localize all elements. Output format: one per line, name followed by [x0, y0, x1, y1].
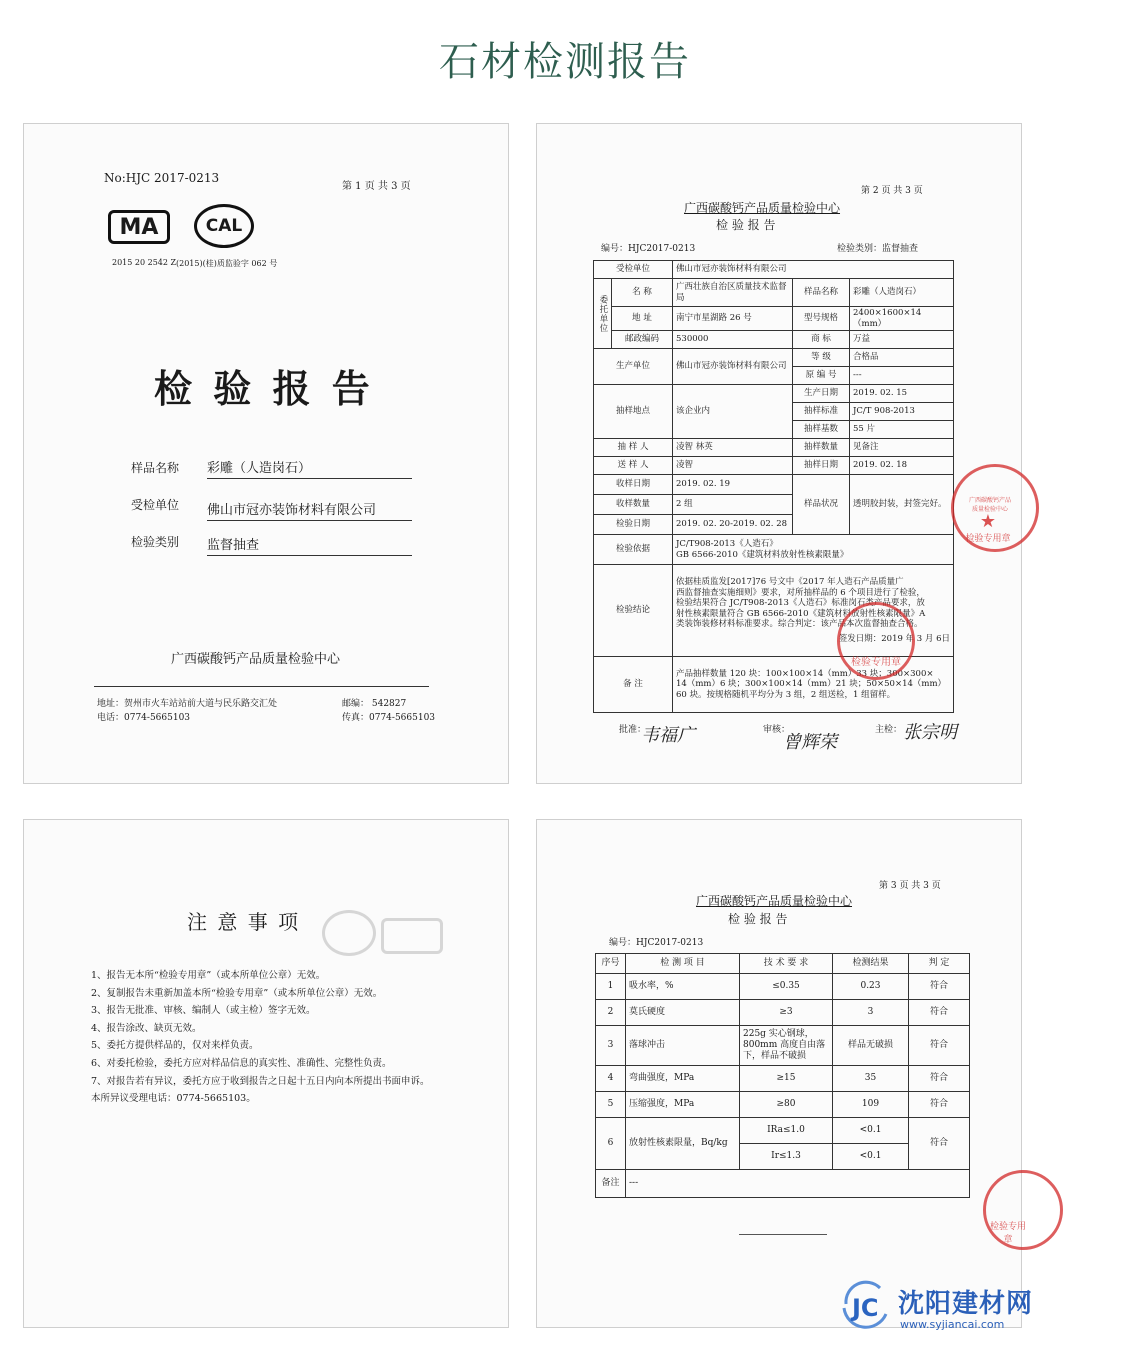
- sender-label: 送 样 人: [594, 457, 673, 475]
- test-date-value: 2019. 02. 20-2019. 02. 28: [673, 515, 793, 535]
- row-req: ≥3: [740, 1000, 833, 1026]
- header-result: 检测结果: [833, 954, 909, 974]
- row-no: 4: [596, 1066, 626, 1092]
- qty-value: 见备注: [850, 439, 954, 457]
- prod-date-label: 生产日期: [793, 385, 850, 403]
- row-req: Ir≤1.3: [740, 1144, 833, 1170]
- orig-no-value: ---: [850, 367, 954, 385]
- conclusion-line: 西监督抽查实施细则》要求，对所抽样品的 6 个项目进行了检验，: [676, 587, 925, 598]
- row-judge: 符合: [909, 1092, 970, 1118]
- std-label: 抽样标准: [793, 403, 850, 421]
- license-number: (2015)(桂)质监验字 062 号: [176, 259, 278, 268]
- row-item: 压缩强度，MPa: [626, 1092, 740, 1118]
- cert-number: 2015 20 2542 Z: [112, 258, 177, 267]
- approve-signature: 韦福广: [641, 725, 695, 746]
- row-judge: 符合: [909, 1066, 970, 1092]
- report-number: No:HJC 2017-0213: [104, 171, 220, 185]
- brand-label: 商 标: [793, 331, 850, 349]
- sdate-value: 2019. 02. 18: [850, 457, 954, 475]
- row-no: 2: [596, 1000, 626, 1026]
- conclusion-line: 依据桂质监发[2017]76 号文中《2017 年人造石产品质量广: [676, 576, 904, 587]
- notice-page: [23, 819, 509, 1328]
- mirrored-mark: [322, 910, 376, 956]
- model-value: 2400×1600×14（mm）: [850, 307, 954, 331]
- sample-name-value: 彩雕（人造岗石）: [207, 457, 412, 479]
- table-row: [596, 1000, 970, 1026]
- sampler-label: 抽 样 人: [594, 439, 673, 457]
- conclusion-label: 检验结论: [594, 565, 673, 657]
- notice-item: 4、报告涂改、缺页无效。: [91, 1022, 202, 1034]
- footer-divider: [94, 686, 429, 687]
- chief-signature: 张宗明: [903, 722, 957, 743]
- row-req: ≥80: [740, 1092, 833, 1118]
- row-judge: 符合: [909, 1118, 970, 1170]
- prod-date-value: 2019. 02. 15: [850, 385, 954, 403]
- base-label: 抽样基数: [793, 421, 850, 439]
- recv-qty-value: 2 组: [673, 495, 793, 515]
- sampler-value: 凌智 林英: [673, 439, 793, 457]
- client-value: 佛山市冠亦装饰材料有限公司: [207, 499, 412, 521]
- report-heading: 检 验 报 告: [716, 218, 776, 232]
- table-row: [596, 1092, 970, 1118]
- base-value: 55 片: [850, 421, 954, 439]
- chief-label: 主检：: [875, 725, 903, 735]
- seal-stamp-edge: 广西碳酸钙产品质量检验中心 ★ 检验专用章: [951, 464, 1039, 552]
- brand-name: 沈阳建材网: [898, 1289, 1034, 1319]
- row-result: 109: [833, 1092, 909, 1118]
- orig-no-label: 原 编 号: [793, 367, 850, 385]
- basis-line: GB 6566-2010《建筑材料放射性核素限量》: [676, 549, 849, 560]
- inspection-category: 检验类别：监督抽查: [837, 244, 919, 254]
- phone: 电话：0774-5665103: [97, 713, 191, 723]
- category-label: 检验类别: [131, 535, 180, 549]
- approve-label: 批准：: [619, 725, 647, 735]
- qty-label: 抽样数量: [793, 439, 850, 457]
- notice-item: 5、委托方提供样品的，仅对来样负责。: [91, 1040, 259, 1052]
- notice-item: 6、对委托检验，委托方应对样品信息的真实性、准确性、完整性负责。: [91, 1057, 392, 1069]
- sign-date: 签发日期：2019 年 3 月 6日: [838, 634, 951, 644]
- sample-label: 样品名称: [793, 279, 850, 307]
- client-label: 受检单位: [594, 261, 673, 279]
- notice-item: 2、复制报告未重新加盖本所“检验专用章”（或本所单位公章）无效。: [91, 987, 383, 999]
- grade-label: 等 级: [793, 349, 850, 367]
- state-label: 样品状况: [793, 475, 850, 535]
- row-result: 0.23: [833, 974, 909, 1000]
- site-value: 该企业内: [673, 385, 793, 439]
- seal-stamp-edge: 检验专用章: [983, 1170, 1063, 1250]
- grade-value: 合格品: [850, 349, 954, 367]
- remark-line: 产品抽样数量 120 块：100×100×14（mm）33 块；300×300×: [676, 668, 934, 679]
- zip-value: 530000: [673, 331, 793, 349]
- svg-text:JC: JC: [852, 1294, 879, 1322]
- row-no: 6: [596, 1118, 626, 1170]
- brand-logo-icon: [840, 1278, 892, 1330]
- notice-item: 3、报告无批准、审核、编制人（或主检）签字无效。: [91, 1005, 316, 1017]
- remark-value: [673, 657, 954, 713]
- brand-value: 万益: [850, 331, 954, 349]
- row-result: 样品无破损: [833, 1026, 909, 1066]
- sdate-label: 抽样日期: [793, 457, 850, 475]
- row-result: 35: [833, 1066, 909, 1092]
- basis-line: JC/T908-2013《人造石》: [676, 539, 778, 550]
- sender-value: 凌智: [673, 457, 793, 475]
- test-results-page: [536, 819, 1026, 1328]
- row-item: 弯曲强度，MPa: [626, 1066, 740, 1092]
- name-label: 名 称: [612, 279, 673, 307]
- row-item: 放射性核素限量，Bq/kg: [626, 1118, 740, 1170]
- report-detail-page: [536, 123, 1022, 784]
- report-number: 编号：HJC2017-0213: [609, 938, 704, 948]
- row-item: 莫氏硬度: [626, 1000, 740, 1026]
- conclusion-line: 射性核素限量符合 GB 6566-2010《建筑材料放射性核素限量》A: [676, 608, 926, 619]
- row-result: <0.1: [833, 1144, 909, 1170]
- row-result: 3: [833, 1000, 909, 1026]
- conclusion-line: 类装饰装修材料标准要求。综合判定：该产品本次监督抽查合格。: [676, 619, 923, 630]
- cma-logo: MA: [108, 210, 170, 244]
- notice-item: 1、报告无本所“检验专用章”（或本所单位公章）无效。: [91, 970, 326, 981]
- remark-line: 14（mm）6 块；300×100×14（mm）21 块；50×50×14（mm）: [676, 679, 947, 690]
- std-value: JC/T 908-2013: [850, 403, 954, 421]
- recv-date-label: 收样日期: [594, 475, 673, 495]
- remark-value: ---: [626, 1170, 970, 1198]
- basis-label: 检验依据: [594, 535, 673, 565]
- table-row: [596, 1170, 970, 1198]
- row-no: 1: [596, 974, 626, 1000]
- remark-label: 备注: [596, 1170, 626, 1198]
- report-heading: 检 验 报 告: [154, 366, 374, 411]
- row-judge: 符合: [909, 1026, 970, 1066]
- zip-label: 邮政编码: [612, 331, 673, 349]
- client-label: 受检单位: [131, 498, 180, 512]
- remark-label: 备 注: [594, 657, 673, 713]
- row-item: 吸水率，%: [626, 974, 740, 1000]
- client-value: 佛山市冠亦装饰材料有限公司: [673, 261, 954, 279]
- cal-logo: CAL: [194, 204, 254, 248]
- results-table: [595, 953, 970, 1198]
- site-label: 抽样地点: [594, 385, 673, 439]
- page-indicator: 第 1 页 共 3 页: [342, 181, 411, 192]
- row-req: ≤0.35: [740, 974, 833, 1000]
- mirrored-mark: [381, 918, 443, 954]
- category-value: 监督抽查: [207, 534, 412, 556]
- page-indicator: 第 2 页 共 3 页: [861, 186, 923, 196]
- header-no: 序号: [596, 954, 626, 974]
- review-signature: 曾辉荣: [783, 732, 837, 753]
- sample-name-label: 样品名称: [131, 461, 180, 475]
- end-line: [739, 1234, 827, 1235]
- center-name: 广西碳酸钙产品质量检验中心: [684, 201, 841, 215]
- notice-item: 7、对报告若有异议，委托方应于收到报告之日起十五日内向本所提出书面申诉。: [91, 1075, 430, 1087]
- address: 地址：贺州市火车站站前大道与民乐路交汇处: [97, 699, 278, 709]
- remark-line: 60 块。按规格随机平均分为 3 组，2 组送检，1 组留样。: [676, 690, 896, 701]
- header-judge: 判 定: [909, 954, 970, 974]
- addr-value: 南宁市星湖路 26 号: [673, 307, 793, 331]
- notice-heading: 注 意 事 项: [187, 910, 301, 934]
- center-name: 广西碳酸钙产品质量检验中心: [696, 894, 853, 908]
- header-req: 技 术 要 求: [740, 954, 833, 974]
- producer-label: 生产单位: [594, 349, 673, 385]
- report-heading: 检 验 报 告: [728, 912, 788, 926]
- recv-date-value: 2019. 02. 19: [673, 475, 793, 495]
- center-name: 广西碳酸钙产品质量检验中心: [171, 652, 341, 667]
- row-req: 225g 实心钢球，800mm 高度自由落下，样品不破损: [740, 1026, 833, 1066]
- name-value: 广西壮族自治区质量技术监督局: [673, 279, 793, 307]
- inspection-stamp: 检验专用章: [837, 602, 915, 680]
- row-judge: 符合: [909, 974, 970, 1000]
- test-date-label: 检验日期: [594, 515, 673, 535]
- report-cover-page: [23, 123, 509, 784]
- entrust-label: 委托单位: [594, 279, 612, 349]
- table-row: [596, 1066, 970, 1092]
- star-icon: ★: [979, 511, 997, 532]
- notice-list: [91, 967, 430, 1108]
- notice-item: 本所异议受理电话：0774-5665103。: [91, 1093, 256, 1105]
- header-item: 检 测 项 目: [626, 954, 740, 974]
- row-result: <0.1: [833, 1118, 909, 1144]
- page-title: 石材检测报告: [439, 39, 691, 85]
- model-label: 型号规格: [793, 307, 850, 331]
- basis-value: [673, 535, 954, 565]
- fax: 传真：0774-5665103: [342, 713, 436, 723]
- row-req: IRa≤1.0: [740, 1118, 833, 1144]
- row-no: 5: [596, 1092, 626, 1118]
- report-number: 编号：HJC2017-0213: [601, 244, 696, 254]
- addr-label: 地 址: [612, 307, 673, 331]
- row-judge: 符合: [909, 1000, 970, 1026]
- sample-value: 彩雕（人造岗石）: [850, 279, 954, 307]
- table-row: [596, 1118, 970, 1144]
- state-value: 透明胶封装，封签完好。: [850, 475, 954, 535]
- row-no: 3: [596, 1026, 626, 1066]
- review-label: 审核：: [763, 725, 791, 735]
- table-row: [596, 1026, 970, 1066]
- brand-url: www.syjiancai.com: [900, 1318, 1005, 1331]
- conclusion-line: 检验结果符合 JC/T908-2013《人造石》标准岗石类产品要求，放: [676, 598, 925, 609]
- row-item: 落球冲击: [626, 1026, 740, 1066]
- producer-value: 佛山市冠亦装饰材料有限公司: [673, 349, 793, 385]
- postcode: 邮编： 542827: [342, 699, 407, 709]
- table-row: [596, 974, 970, 1000]
- row-req: ≥15: [740, 1066, 833, 1092]
- page-indicator: 第 3 页 共 3 页: [879, 881, 941, 891]
- recv-qty-label: 收样数量: [594, 495, 673, 515]
